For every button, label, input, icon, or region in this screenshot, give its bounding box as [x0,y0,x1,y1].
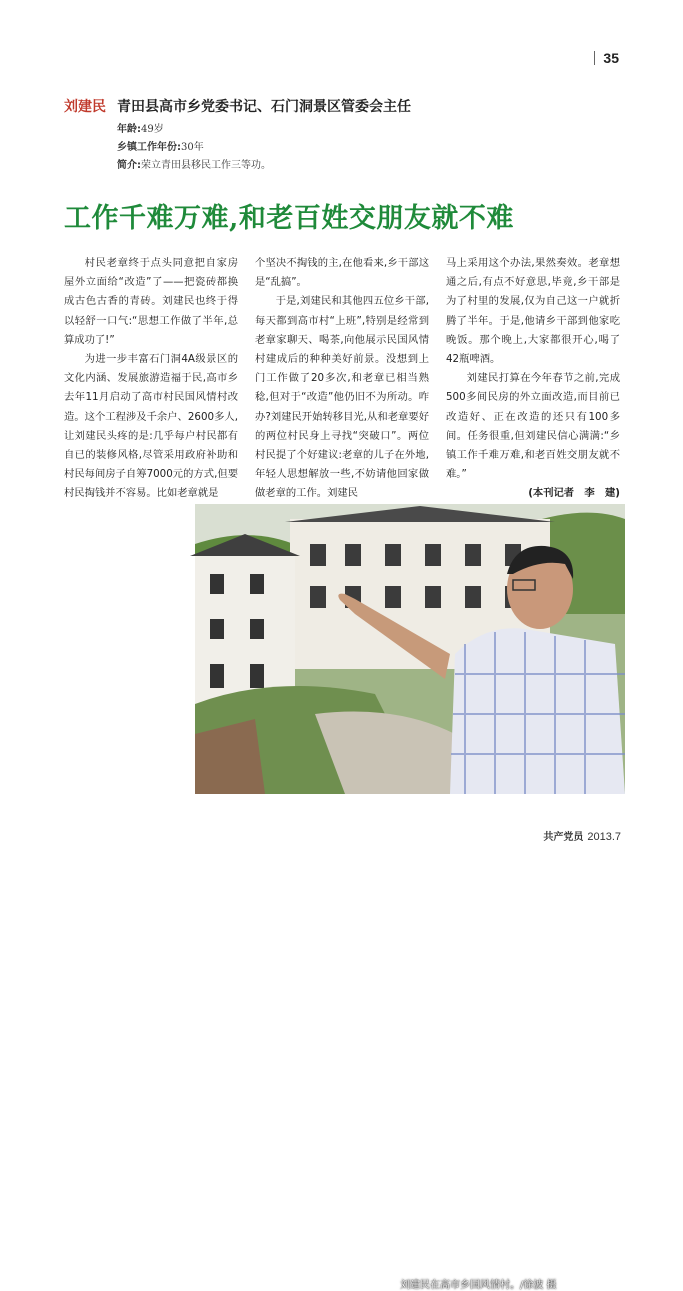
paragraph: 为进一步丰富石门洞4A级景区的文化内涵、发展旅游造福于民,高市乡去年11月启动了高市村民国风情村改造。这个工程涉及千余户、2600多人,让刘建民头疼的是:几乎每户村民都有自已的装修风格,尽管采用政府补助和村民每间房子自筹7000元的方式,但要村民掏钱并不容易。比如老章就是 [64,353,238,500]
paragraph: 于是,刘建民和其他四五位乡干部,每天都到高市村“上班”,特别是经常到老章家聊天、喝茶,向他展示民国风情村建成后的种种美好前景。没想到上门工作做了20多次,和老章已相当熟稔,但对于“改造”他仍旧不为所动。咋办?刘建民开始转移目光,从和老章要好的两位村民身上寻找“突破口”。两位村民提了个好建议:老章的儿子在外地,年轻人思想解放一些,不妨请他回家做做老章的工作。刘建民 [255,295,429,500]
paragraph: 刘建民打算在今年春节之前,完成500多间民房的外立面改造,而目前已改造好、正在改造的还只有100多间。任务很重,但刘建民信心满满:“乡镇工作千难万难,和老百姓交朋友就不难。” [446,372,620,481]
magazine-name: 共产党员 [543,832,584,843]
issue-number: 2013.7 [587,831,621,843]
page-footer [543,828,621,843]
profile-role: 青田县高市乡党委书记、石门洞景区管委会主任 [117,99,411,115]
page-number: 35 [594,50,619,66]
profile-age: 年龄:49岁 [117,124,164,135]
article-column-3 [446,254,620,504]
profile-name: 刘建民 [64,99,106,115]
profile-years: 乡镇工作年份:30年 [117,142,204,153]
paragraph: 个坚决不掏钱的主,在他看来,乡干部这是“乱搞”。 [255,257,429,289]
article-column-1 [64,254,238,504]
paragraph: 马上采用这个办法,果然奏效。老章想通之后,有点不好意思,毕竟,乡干部是为了村里的发展,仅为自己这一户就折腾了半年。于是,他请乡干部到他家吃晚饭。那个晚上,大家都很开心,喝了42瓶啤酒。 [446,257,620,366]
paragraph: 村民老章终于点头同意把自家房屋外立面给“改造”了——把瓷砖都换成古色古香的青砖。刘建民也终于得以轻舒一口气:“思想工作做了半年,总算成功了!” [64,257,238,346]
byline: (本刊记者 李 建) [528,487,620,500]
article-headline: 工作千难万难,和老百姓交朋友就不难 [64,203,514,234]
photo-illustration [195,504,625,794]
article-column-2 [255,254,429,504]
photo-caption: 刘建民在高市乡国风情村。/徐波 摄 [400,1280,557,1291]
profile-brief: 简介:荣立青田县移民工作三等功。 [117,160,271,171]
